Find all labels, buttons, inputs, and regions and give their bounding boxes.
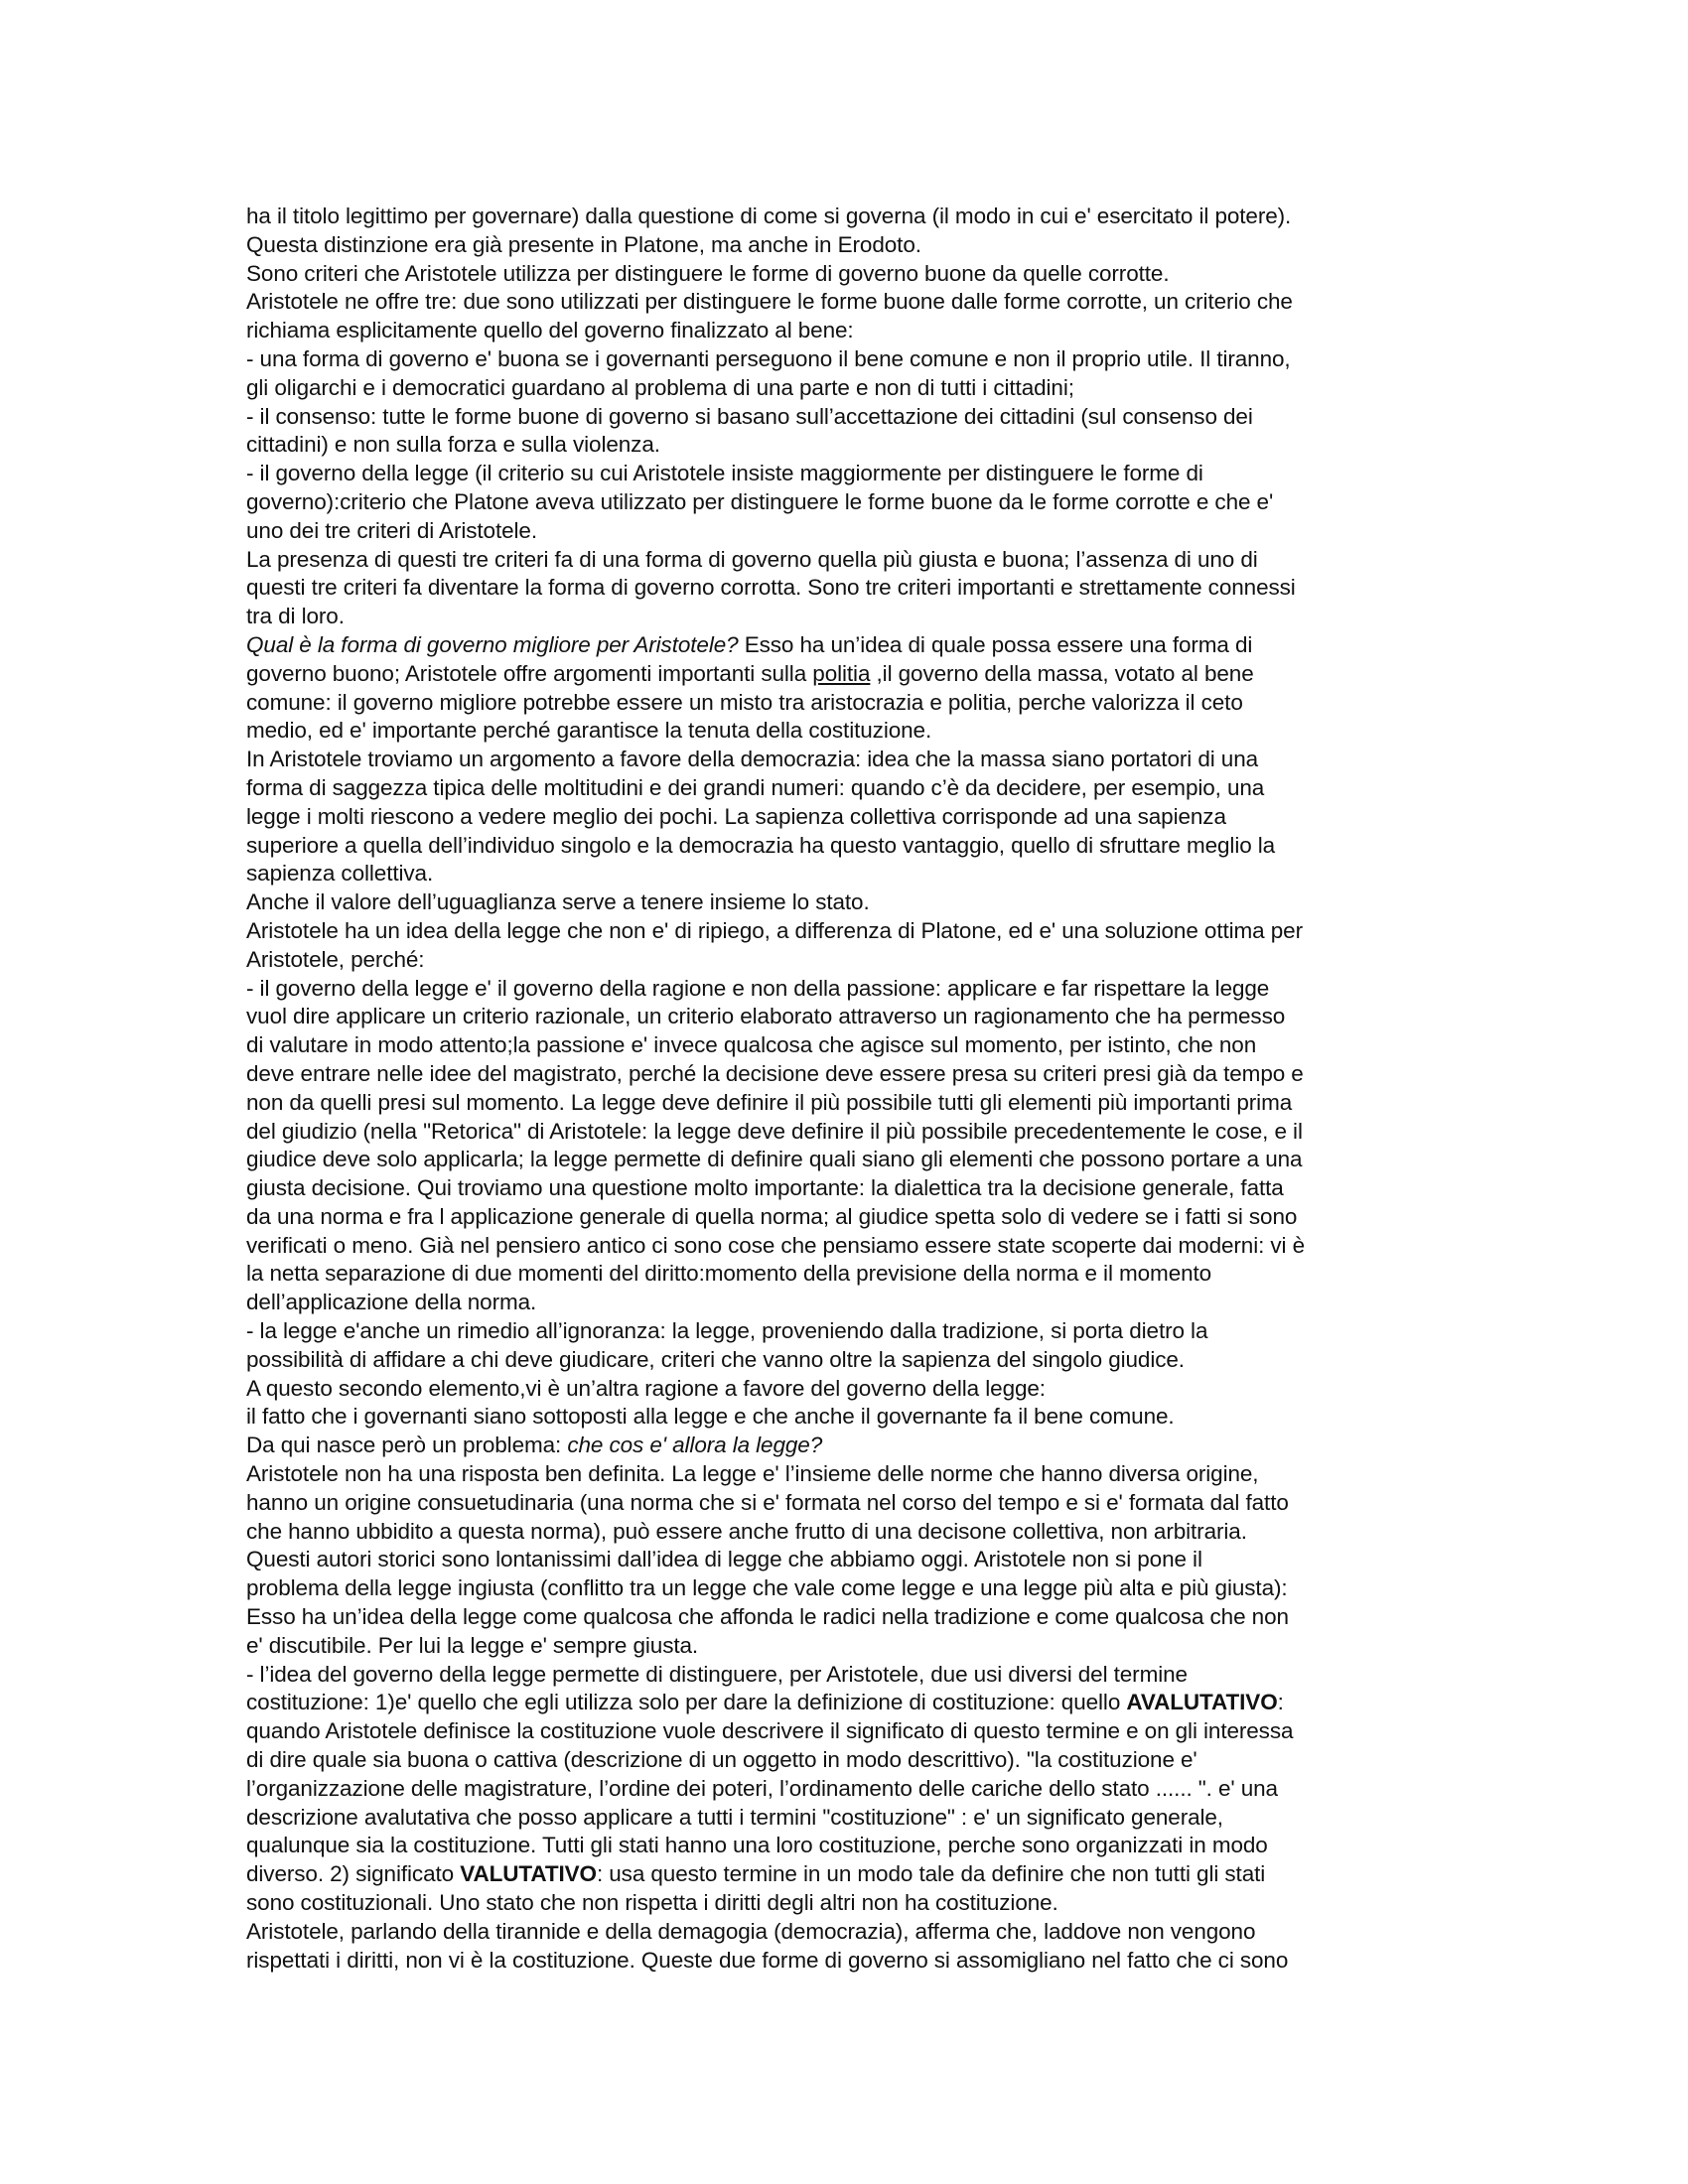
text-line: [246, 631, 1453, 660]
text-run: gli oligarchi e i democratici guardano al problema di una parte e non di tutti i cittadini;: [246, 374, 1074, 400]
text-line: [246, 546, 1453, 575]
text-line: [246, 317, 1453, 345]
text-run: governo):criterio che Platone aveva utilizzato per distinguere le forme buone da le forme corrotte e che e': [246, 488, 1274, 514]
text-run: e' discutibile. Per lui la legge e' sempre giusta.: [246, 1632, 699, 1658]
text-line: [246, 1518, 1453, 1547]
text-run: Questa distinzione era già presente in Platone, ma anche in Erodoto.: [246, 231, 921, 257]
text-run: Sono criteri che Aristotele utilizza per distinguere le forme di governo buone da quelle corrotte.: [246, 260, 1170, 286]
text-run: tra di loro.: [246, 604, 345, 629]
text-line: [246, 1489, 1453, 1518]
text-line: [246, 917, 1453, 946]
text-run: verificati o meno. Già nel pensiero antico ci sono cose che pensiamo essere state scoperte dai moderni: vi è: [246, 1232, 1306, 1258]
text-run: questi tre criteri fa diventare la forma di governo corrotta. Sono tre criteri importanti e strettamente connessi: [246, 575, 1296, 601]
text-line: [246, 1918, 1453, 1947]
text-run: ,il governo della massa, votato al bene: [870, 660, 1254, 686]
text-run: :: [1277, 1690, 1284, 1715]
text-line: [246, 1889, 1453, 1918]
text-run: A questo secondo elemento,vi è un’altra ragione a favore del governo della legge:: [246, 1375, 1046, 1401]
text-run: sono costituzionali. Uno stato che non rispetta i diritti degli altri non ha costituzione.: [246, 1890, 1058, 1916]
text-run: Da qui nasce però un problema:: [246, 1433, 568, 1458]
text-run: l’organizzazione delle magistrature, l’ordine dei poteri, l’ordinamento delle cariche dello stato ...... ". e' una: [246, 1775, 1278, 1801]
text-run: di valutare in modo attento;la passione e' invece qualcosa che agisce sul momento, per istinto, che non: [246, 1032, 1257, 1058]
text-line: [246, 1289, 1453, 1317]
text-run: giusta decisione. Qui troviamo una questione molto importante: la dialettica tra la decisione generale, fatta: [246, 1175, 1284, 1201]
text-line: [246, 1203, 1453, 1232]
text-line: [246, 774, 1453, 803]
text-line: [246, 1375, 1453, 1404]
text-run: comune: il governo migliore potrebbe essere un misto tra aristocrazia e politia, perche valorizza il ceto: [246, 689, 1243, 715]
text-line: [246, 431, 1453, 460]
text-line: [246, 203, 1453, 231]
text-line: [246, 1574, 1453, 1603]
text-line: [246, 603, 1453, 631]
text-line: [246, 1717, 1453, 1746]
text-line: [246, 1146, 1453, 1174]
text-run: quando Aristotele definisce la costituzione vuole descrivere il significato di questo termine e on gli interessa: [246, 1718, 1294, 1744]
text-run: - l’idea del governo della legge permette di distinguere, per Aristotele, due usi diversi del termine: [246, 1661, 1188, 1687]
text-line: [246, 746, 1453, 774]
text-line: [246, 832, 1453, 861]
text-run: richiama esplicitamente quello del governo finalizzato al bene:: [246, 318, 854, 343]
text-run: possibilità di affidare a chi deve giudicare, criteri che vanno oltre la sapienza del singolo giudice.: [246, 1346, 1185, 1372]
text-line: [246, 660, 1453, 689]
text-line: [246, 1947, 1453, 1976]
text-run: descrizione avalutativa che posso applicare a tutti i termini "costituzione" : e' un significato generale,: [246, 1804, 1223, 1830]
text-run: vuol dire applicare un criterio razionale, un criterio elaborato attraverso un ragionamento che ha permesso: [246, 1004, 1286, 1029]
text-run: Aristotele ha un idea della legge che non e' di ripiego, a differenza di Platone, ed e' una soluzione ottima per: [246, 917, 1303, 943]
italic-run: Qual è la forma di governo migliore per Aristotele?: [246, 631, 739, 657]
text-run: la netta separazione di due momenti del diritto:momento della previsione della norma e il momento: [246, 1261, 1212, 1287]
text-line: [246, 460, 1453, 488]
text-run: del giudizio (nella "Retorica" di Aristotele: la legge deve definire il più possibile precedentemente le cose, e il: [246, 1118, 1303, 1144]
text-line: [246, 888, 1453, 917]
text-line: [246, 1118, 1453, 1147]
text-line: [246, 860, 1453, 888]
text-line: [246, 1603, 1453, 1632]
text-run: che hanno ubbidito a questa norma), può essere anche frutto di una decisone collettiva, non arbitraria.: [246, 1518, 1247, 1544]
document-body: [246, 203, 1453, 1975]
text-line: [246, 1031, 1453, 1060]
text-line: [246, 1460, 1453, 1489]
text-line: [246, 1661, 1453, 1690]
text-line: [246, 1432, 1453, 1460]
text-line: [246, 946, 1453, 975]
text-run: forma di saggezza tipica delle moltitudini e dei grandi numeri: quando c’è da decidere, per esempio, una: [246, 774, 1265, 800]
text-line: [246, 717, 1453, 746]
text-run: giudice deve solo applicarla; la legge permette di definire quali siano gli elementi che possono portare a una: [246, 1147, 1303, 1172]
text-line: [246, 1232, 1453, 1261]
text-line: [246, 689, 1453, 718]
text-run: cittadini) e non sulla forza e sulla violenza.: [246, 432, 660, 458]
text-run: di dire quale sia buona o cattiva (descrizione di un oggetto in modo descrittivo). "la costituzione e': [246, 1747, 1197, 1773]
text-run: Esso ha un’idea di quale possa essere una forma di: [738, 631, 1253, 657]
text-run: - il governo della legge e' il governo della ragione e non della passione: applicare e far rispettare la legge: [246, 975, 1270, 1001]
text-line: [246, 803, 1453, 832]
text-line: [246, 288, 1453, 317]
text-run: - il consenso: tutte le forme buone di governo si basano sull’accettazione dei cittadini (sul consenso dei: [246, 403, 1253, 429]
text-run: In Aristotele troviamo un argomento a favore della democrazia: idea che la massa siano portatori di una: [246, 747, 1259, 772]
text-run: il fatto che i governanti siano sottoposti alla legge e che anche il governante fa il bene comune.: [246, 1404, 1175, 1430]
text-run: : usa questo termine in un modo tale da definire che non tutti gli stati: [596, 1861, 1266, 1887]
text-line: [246, 1546, 1453, 1574]
text-run: Esso ha un’idea della legge come qualcosa che affonda le radici nella tradizione e come qualcosa che non: [246, 1604, 1289, 1630]
text-run: superiore a quella dell’individuo singolo e la democrazia ha questo vantaggio, quello di sfruttare meglio la: [246, 832, 1276, 858]
text-run: costituzione: 1)e' quello che egli utilizza solo per dare la definizione di costituzione: quello: [246, 1690, 1127, 1715]
text-run: deve entrare nelle idee del magistrato, perché la decisione deve essere presa su criteri presi già da tempo e: [246, 1060, 1304, 1086]
text-run: - una forma di governo e' buona se i governanti perseguono il bene comune e non il proprio utile. Il tiranno,: [246, 345, 1291, 371]
bold-run: AVALUTATIVO: [1126, 1690, 1278, 1715]
text-line: [246, 1003, 1453, 1031]
text-run: diverso. 2) significato: [246, 1861, 461, 1887]
text-run: Aristotele, perché:: [246, 946, 425, 972]
bold-run: VALUTATIVO: [460, 1861, 597, 1887]
text-run: hanno un origine consuetudinaria (una norma che si e' formata nel corso del tempo e si e' formata dal fatto: [246, 1489, 1289, 1515]
text-line: [246, 1317, 1453, 1346]
text-line: [246, 574, 1453, 603]
text-run: rispettati i diritti, non vi è la costituzione. Queste due forme di governo si assomigliano nel fatto che ci sono: [246, 1947, 1289, 1973]
text-line: [246, 975, 1453, 1004]
text-run: Anche il valore dell’uguaglianza serve a tenere insieme lo stato.: [246, 889, 870, 915]
text-run: legge i molti riescono a vedere meglio dei pochi. La sapienza collettiva corrisponde ad una sapienza: [246, 803, 1226, 829]
text-run: Aristotele ne offre tre: due sono utilizzati per distinguere le forme buone dalle forme corrotte, un criterio che: [246, 289, 1293, 315]
text-line: [246, 1060, 1453, 1089]
text-line: [246, 1089, 1453, 1118]
text-line: [246, 1403, 1453, 1432]
text-line: [246, 1632, 1453, 1661]
text-run: ha il titolo legittimo per governare) dalla questione di come si governa (il modo in cui e' esercitato il potere).: [246, 204, 1292, 228]
text-run: uno dei tre criteri di Aristotele.: [246, 517, 537, 543]
text-run: - la legge e'anche un rimedio all’ignoranza: la legge, proveniendo dalla tradizione, si porta dietro la: [246, 1318, 1208, 1344]
text-run: Questi autori storici sono lontanissimi dall’idea di legge che abbiamo oggi. Aristotele non si pone il: [246, 1547, 1202, 1572]
text-line: [246, 1260, 1453, 1289]
text-run: Aristotele non ha una risposta ben definita. La legge e' l’insieme delle norme che hanno diversa origine,: [246, 1461, 1259, 1487]
text-run: qualunque sia la costituzione. Tutti gli stati hanno una loro costituzione, perche sono organizzati in modo: [246, 1833, 1268, 1858]
text-run: governo buono; Aristotele offre argomenti importanti sulla: [246, 660, 813, 686]
text-run: La presenza di questi tre criteri fa di una forma di governo quella più giusta e buona; l’assenza di uno di: [246, 546, 1258, 572]
text-line: [246, 517, 1453, 546]
italic-run: che cos e' allora la legge?: [567, 1433, 823, 1458]
text-line: [246, 260, 1453, 289]
text-line: [246, 345, 1453, 374]
text-run: da una norma e fra l applicazione generale di quella norma; al giudice spetta solo di vedere se i fatti si sono: [246, 1203, 1298, 1229]
text-line: [246, 1346, 1453, 1375]
text-run: dell’applicazione della norma.: [246, 1290, 537, 1315]
text-line: [246, 1860, 1453, 1889]
text-run: problema della legge ingiusta (conflitto tra un legge che vale come legge e una legge più alta e più giusta):: [246, 1575, 1288, 1601]
text-line: [246, 1174, 1453, 1203]
text-line: [246, 1775, 1453, 1804]
text-line: [246, 488, 1453, 517]
text-run: - il governo della legge (il criterio su cui Aristotele insiste maggiormente per distinguere le forme di: [246, 461, 1203, 486]
underlined-run: politia: [812, 660, 871, 686]
text-line: [246, 1689, 1453, 1717]
text-line: [246, 374, 1453, 403]
text-line: [246, 231, 1453, 260]
text-run: sapienza collettiva.: [246, 861, 434, 887]
text-line: [246, 1746, 1453, 1775]
text-line: [246, 1832, 1453, 1860]
text-line: [246, 1804, 1453, 1833]
text-line: [246, 403, 1453, 432]
text-run: Aristotele, parlando della tirannide e della demagogia (democrazia), afferma che, laddove non vengono: [246, 1918, 1256, 1944]
text-run: non da quelli presi sul momento. La legge deve definire il più possibile tutti gli elementi più importanti prima: [246, 1089, 1293, 1115]
text-run: medio, ed e' importante perché garantisce la tenuta della costituzione.: [246, 718, 932, 744]
